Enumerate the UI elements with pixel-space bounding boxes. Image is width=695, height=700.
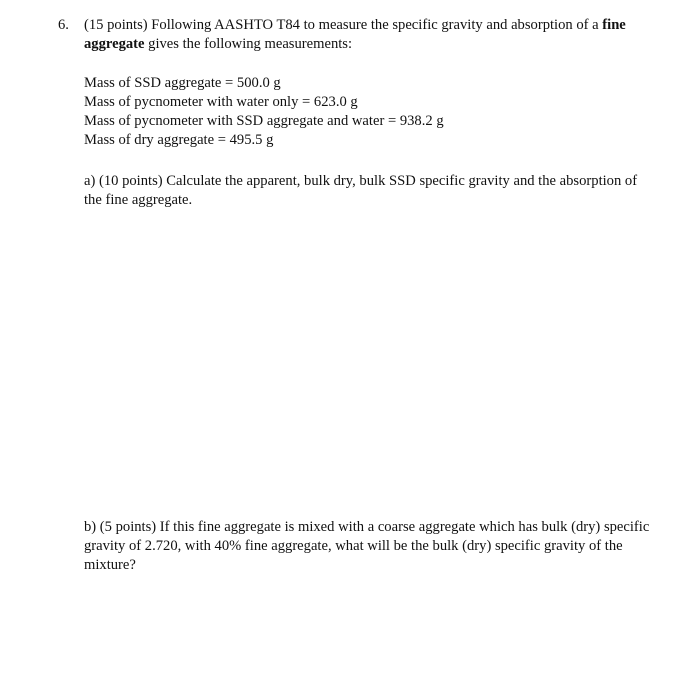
measurements-list — [84, 74, 644, 150]
intro-text-1: (15 points) Following AASHTO T84 to measure the specific gravity and absorption of a — [84, 17, 603, 33]
intro-bold-aggregate: aggregate — [84, 36, 145, 52]
part-b-text: b) (5 points) If this fine aggregate is mixed with a coarse aggregate which has bulk (dry) specific gravity of 2.720, with 40% fine aggregate, what will be the bulk (dry) specific gravity of the mixture? — [84, 519, 650, 573]
question-number: 6. — [58, 17, 69, 33]
measurement-dry-mass: Mass of dry aggregate = 495.5 g — [84, 132, 274, 148]
measurement-pycnometer-ssd-water: Mass of pycnometer with SSD aggregate and water = 938.2 g — [84, 113, 444, 129]
part-a-text: a) (10 points) Calculate the apparent, bulk dry, bulk SSD specific gravity and the absorption of the fine aggregate. — [84, 173, 638, 208]
intro-bold-fine: fine — [602, 17, 626, 33]
measurement-pycnometer-water: Mass of pycnometer with water only = 623.0 g — [84, 94, 358, 110]
question-intro — [84, 16, 664, 54]
measurement-ssd-mass: Mass of SSD aggregate = 500.0 g — [84, 75, 281, 91]
intro-text-2: gives the following measurements: — [144, 36, 353, 52]
